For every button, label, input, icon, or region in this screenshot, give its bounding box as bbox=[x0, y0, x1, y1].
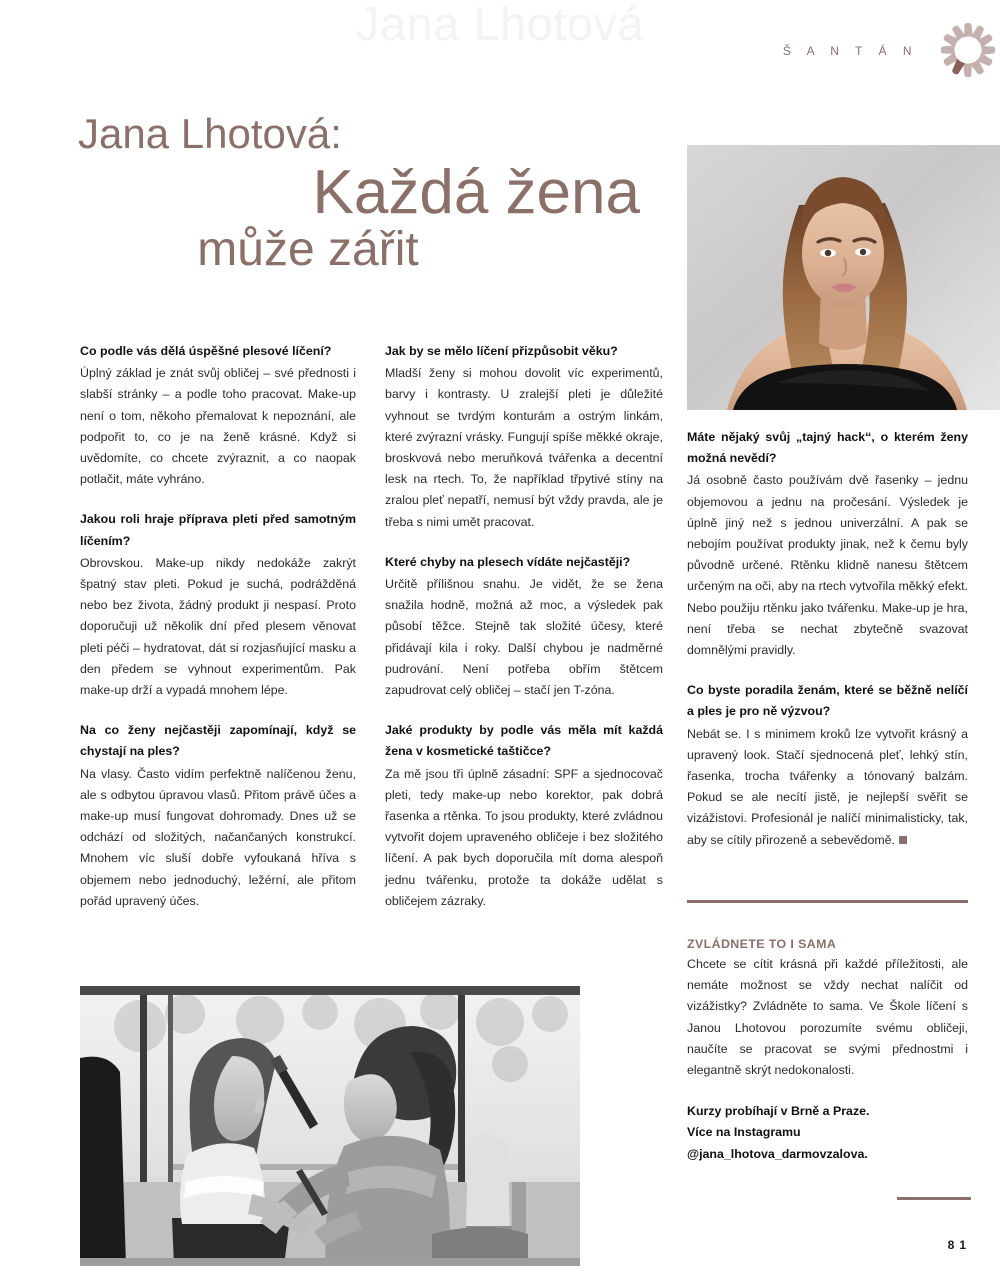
radial-burst-logo-icon bbox=[936, 18, 1000, 82]
portrait-photo bbox=[687, 145, 1000, 410]
answer-paragraph: Za mě jsou tři úplně zásadní: SPF a sjednocovač pleti, tedy make-up nebo korektor, pak dobrá řasenka a rtěnka. To jsou produkty, které zvládnou vytvořit dojem upraveného obličeje i bez složitého líčení. A pak bych doporučila mít doma alespoň jednu tvářenku, protože ta dokáže udělat s obličejem zázraky. bbox=[385, 766, 663, 908]
contact-line-1: Kurzy probíhají v Brně a Praze. bbox=[687, 1104, 870, 1119]
title-line-1: Jana Lhotová: bbox=[78, 110, 342, 157]
title-line-3: může zářit bbox=[197, 222, 419, 276]
masthead bbox=[783, 18, 1000, 82]
article-column-1 bbox=[80, 341, 356, 912]
question-heading: Co podle vás dělá úspěšné plesové líčení? bbox=[80, 344, 332, 358]
sidebar-contact bbox=[687, 1101, 968, 1165]
page-number: 81 bbox=[947, 1238, 971, 1252]
contact-line-2: Více na Instagramu bbox=[687, 1125, 801, 1140]
question-heading: Jak by se mělo líčení přizpůsobit věku? bbox=[385, 344, 618, 358]
page-title bbox=[78, 112, 678, 275]
brand-name: Š A N T Á N bbox=[782, 44, 918, 58]
article-column-2 bbox=[385, 341, 663, 912]
sidebar-divider bbox=[687, 900, 968, 903]
answer-paragraph: Určitě přílišnou snahu. Je vidět, že se žena snažila hodně, možná až moc, a výsledek pak působí těžce. Stejně tak složité účesy, které přidávají kila i roky. Další chybou je nadměrné pudrování. Není potřeba obřím štětcem zapudrovat celý obličej – stačí jen T-zóna. bbox=[385, 577, 663, 698]
answer-paragraph: Na vlasy. Často vidím perfektně nalíčenou ženu, ale s odbytou úpravou vlasů. Přitom právě účes a make-up musí fungovat dohromady. Dnes už se odchází od složitých, načančaných konstrukcí. Mnohem víc sluší dobře vyfoukaná hříva s objemem nebo jednoduchý, ležérní, ale přitom pořád upravený účes. bbox=[80, 766, 356, 908]
sidebar-heading: ZVLÁDNETE TO I SAMA bbox=[687, 937, 837, 951]
answer-paragraph: Já osobně často používám dvě řasenky – jednu objemovou a jednu na pročesání. Výsledek je úplně jiný než s jednou univerzální. A pak se nebojím používat produkty jinak, než k čemu byly původně určené. Rtěnku klidně nanesu štětcem určeným na oči, aby na rtech vytvořila měkký efekt. Nebo použiju rtěnku jako tvářenku. Make-up je hra, není třeba se nechat zbytečně svazovat domnělými pravidly. bbox=[687, 473, 968, 658]
watermark-title: Jana Lhotová bbox=[355, 0, 645, 50]
answer-paragraph: Mladší ženy si mohou dovolit víc experimentů, barvy i kontrasty. U zralejší pleti je důležité vyhnout se tvrdým konturám a ostrým linkám, které zvýrazní vrásky. Fungují spíše měkké okraje, broskvová nebo meruňková tvářenka a decentní lesk na rtech. To, že například třpytivé stíny na zralou pleť nepatří, nemusí být vždy pravda, ale je třeba s nimi umět pracovat. bbox=[385, 366, 663, 529]
article-column-3 bbox=[687, 427, 968, 851]
answer-paragraph: Obrovskou. Make-up nikdy nedokáže zakrýt špatný stav pleti. Pokud je suchá, podrážděná nebo bez života, žádný produkt ji nespasí. Proto doporučuji už několik dní před plesem věnovat pleti péči – hydratovat, dát si rozjasňující masku a den předem se vyhnout experimentům. Pak make-up drží a vypadá mnohem lépe. bbox=[80, 555, 356, 698]
title-line-2: Každá žena bbox=[312, 158, 640, 228]
answer-text: Nebát se. I s minimem kroků lze vytvořit krásný a upravený look. Stačí sjednocená pleť, lehký stín, řasenka, trocha tvářenky a tónovaný balzám. Pokud se ale necítí jistě, je nejlepší svěřit se vizážistovi. Profesionál je nalíčí minimalisticky, tak, aby se cítily přirozeně a sebevědomě. bbox=[687, 726, 968, 847]
workshop-photo bbox=[80, 986, 580, 1266]
question-heading: Máte nějaký svůj „tajný hack“, o kterém ženy možná nevědí? bbox=[687, 430, 968, 466]
question-heading: Na co ženy nejčastěji zapomínají, když se chystají na ples? bbox=[80, 723, 356, 759]
end-of-article-marker bbox=[899, 836, 907, 844]
question-heading: Co byste poradila ženám, které se běžně nelíčí a ples je pro ně výzvou? bbox=[687, 683, 968, 719]
answer-paragraph bbox=[687, 724, 968, 851]
question-heading: Které chyby na plesech vídáte nejčastěji? bbox=[385, 554, 631, 569]
answer-paragraph: Úplný základ je znát svůj obličej – své přednosti i slabší stránky – a podle toho pracovat. Make-up není o tom, někoho přemalovat k nepoznání, ale podpořit to, co je na ženě krásné. Když si uvědomíte, co chcete zvýraznit, a co naopak potlačit, máte vyhráno. bbox=[80, 366, 356, 487]
question-heading: Jaké produkty by podle vás měla mít každá žena v kosmetické taštičce? bbox=[385, 723, 663, 759]
sidebar-box bbox=[687, 900, 968, 1165]
footer-rule bbox=[897, 1197, 971, 1200]
question-heading: Jakou roli hraje příprava pleti před samotným líčením? bbox=[80, 512, 356, 548]
sidebar-body-text: Chcete se cítit krásná při každé příležitosti, ale nemáte možnost se vždy nechat nalíčit od vizážistky? Zvládněte to sama. Ve Škole líčení s Janou Lhotovou porozumíte svému obličeji, naučíte se pracovat se svými přednostmi i elegantně skrýt nedokonalosti. bbox=[687, 957, 968, 1078]
contact-line-3: @jana_lhotova_darmovzalova. bbox=[687, 1146, 868, 1161]
